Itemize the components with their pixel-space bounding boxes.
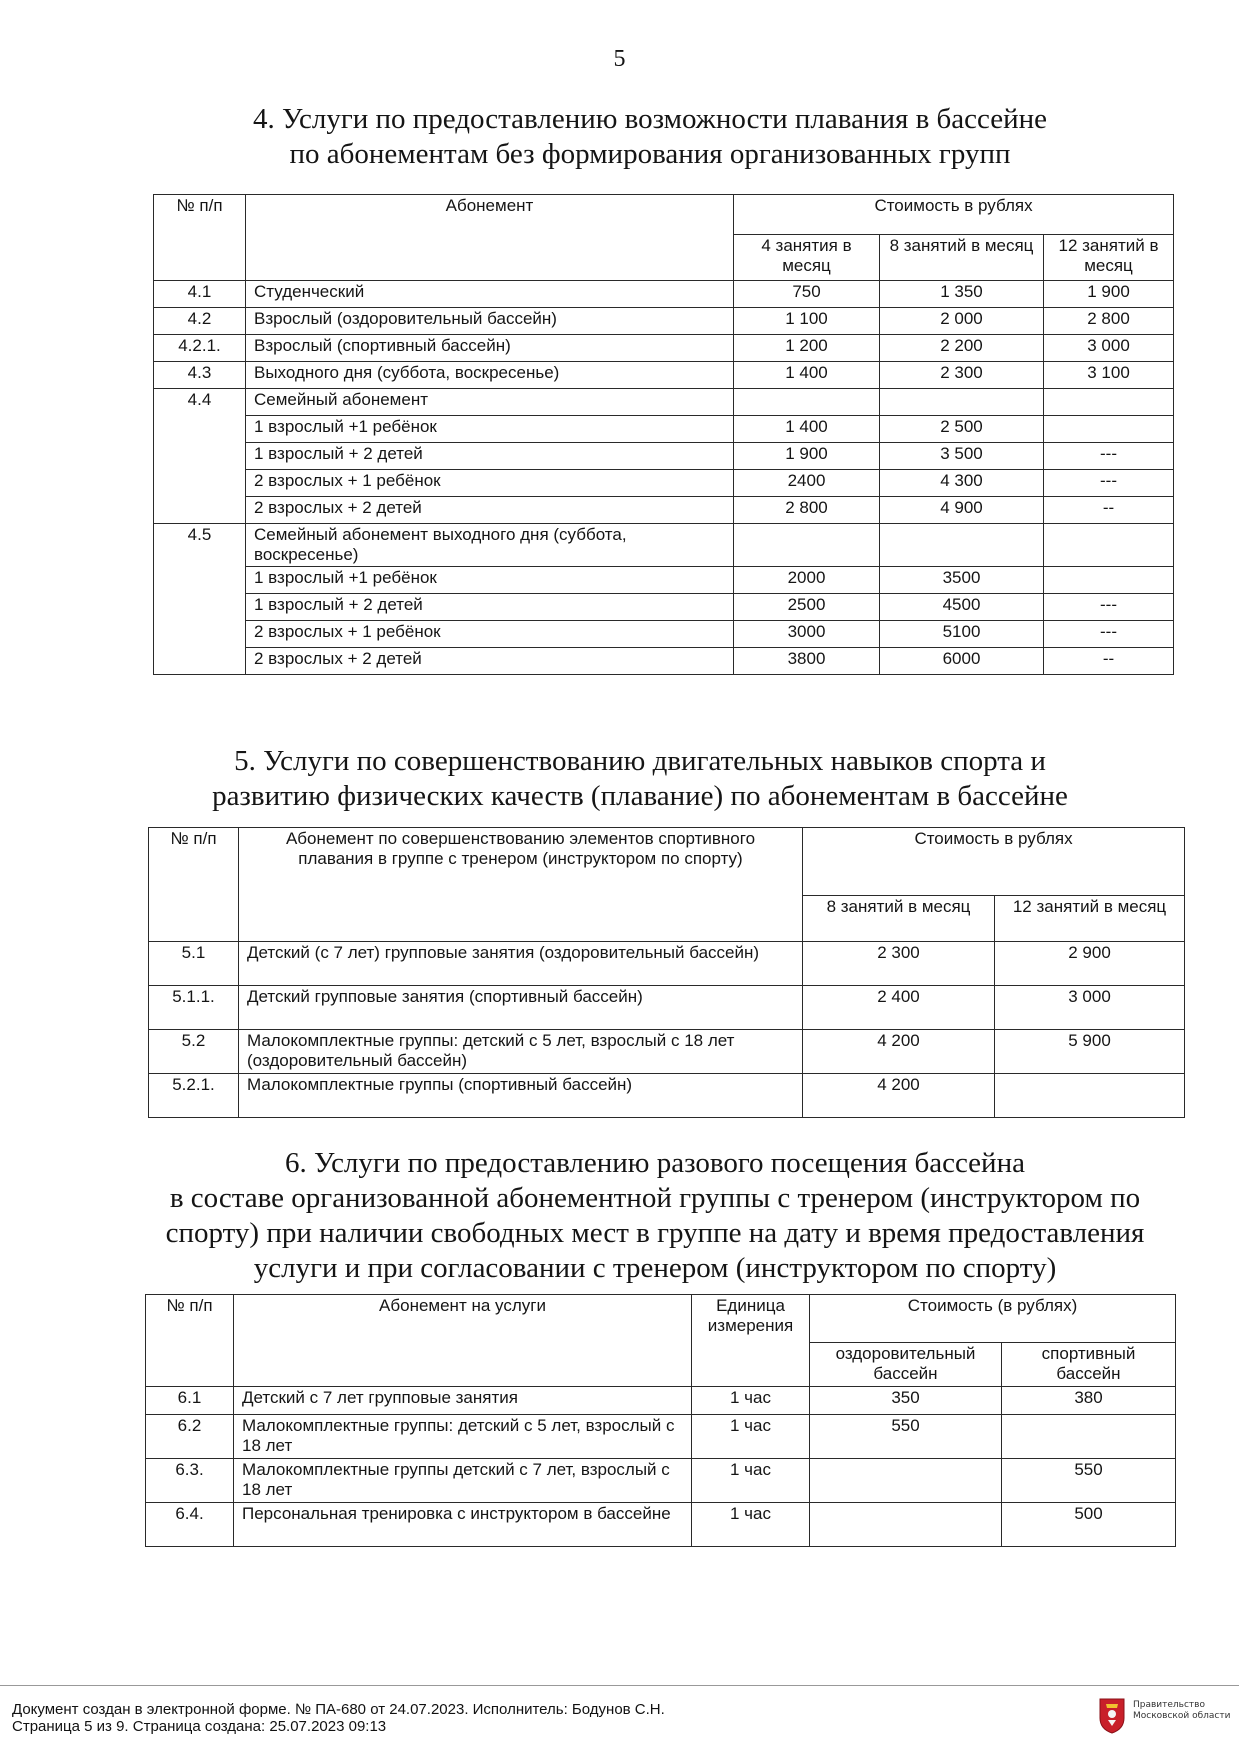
footer-text bbox=[12, 1701, 665, 1735]
row-name: 1 взрослый + 2 детей bbox=[246, 443, 734, 470]
table-row bbox=[154, 497, 1174, 524]
price-12-sessions bbox=[1044, 389, 1174, 416]
table-row bbox=[146, 1503, 1176, 1547]
price-12-sessions: 3 000 bbox=[995, 986, 1185, 1030]
row-name: 1 взрослый +1 ребёнок bbox=[246, 567, 734, 594]
price-health-pool bbox=[810, 1503, 1002, 1547]
price-8-sessions: 2 400 bbox=[803, 986, 995, 1030]
col-header-subscription: Абонемент bbox=[246, 195, 734, 281]
table-row bbox=[154, 308, 1174, 335]
price-12-sessions bbox=[1044, 567, 1174, 594]
row-name: Персональная тренировка с инструктором в бассейне bbox=[234, 1503, 692, 1547]
row-name: Семейный абонемент bbox=[246, 389, 734, 416]
price-4-sessions: 1 100 bbox=[734, 308, 880, 335]
row-name: 2 взрослых + 2 детей bbox=[246, 497, 734, 524]
section-6-title: 6. Услуги по предоставлению разового посещения бассейна в составе организованной абонементной группы с тренером (инструктором по спорту) при наличии свободных мест в группе на дату и время предоставления услуги и при согласовании с тренером (инструктором по спорту) bbox=[165, 1147, 1145, 1284]
price-12-sessions: 2 800 bbox=[1044, 308, 1174, 335]
table-row bbox=[149, 986, 1185, 1030]
col-header-subscription: Абонемент по совершенствованию элементов спортивного плавания в группе с тренером (инструктором по спорту) bbox=[239, 828, 803, 942]
row-name: Семейный абонемент выходного дня (суббота, воскресенье) bbox=[246, 524, 734, 567]
price-8-sessions: 4 900 bbox=[880, 497, 1044, 524]
price-12-sessions: -- bbox=[1044, 497, 1174, 524]
table-row bbox=[154, 567, 1174, 594]
row-name: Малокомплектные группы: детский с 5 лет, взрослый с 18 лет bbox=[234, 1415, 692, 1459]
col-header-12-sessions: 12 занятий в месяц bbox=[1044, 235, 1174, 281]
price-8-sessions: 2 300 bbox=[803, 942, 995, 986]
price-12-sessions: 3 000 bbox=[1044, 335, 1174, 362]
price-12-sessions: 5 900 bbox=[995, 1030, 1185, 1074]
price-12-sessions: -- bbox=[1044, 648, 1174, 675]
price-4-sessions bbox=[734, 524, 880, 567]
table-row bbox=[154, 389, 1174, 416]
price-4-sessions: 2400 bbox=[734, 470, 880, 497]
price-4-sessions: 1 400 bbox=[734, 362, 880, 389]
price-8-sessions bbox=[880, 389, 1044, 416]
col-header-4-sessions: 4 занятия в месяц bbox=[734, 235, 880, 281]
table-row bbox=[146, 1387, 1176, 1415]
row-name: 2 взрослых + 1 ребёнок bbox=[246, 470, 734, 497]
row-name: 1 взрослый +1 ребёнок bbox=[246, 416, 734, 443]
price-sport-pool: 550 bbox=[1002, 1459, 1176, 1503]
col-header-num: № п/п bbox=[149, 828, 239, 942]
row-name: Взрослый (оздоровительный бассейн) bbox=[246, 308, 734, 335]
price-8-sessions: 2 000 bbox=[880, 308, 1044, 335]
price-4-sessions bbox=[734, 389, 880, 416]
price-sport-pool: 380 bbox=[1002, 1387, 1176, 1415]
price-8-sessions: 6000 bbox=[880, 648, 1044, 675]
price-8-sessions bbox=[880, 524, 1044, 567]
row-number: 6.4. bbox=[146, 1503, 234, 1547]
price-4-sessions: 750 bbox=[734, 281, 880, 308]
price-4-sessions: 1 400 bbox=[734, 416, 880, 443]
row-number: 4.4 bbox=[154, 389, 246, 524]
section-5-table bbox=[148, 827, 1185, 1118]
document-footer bbox=[0, 1685, 1239, 1754]
table-row bbox=[154, 281, 1174, 308]
col-header-8-sessions: 8 занятий в месяц bbox=[880, 235, 1044, 281]
col-header-cost: Стоимость в рублях bbox=[734, 195, 1174, 235]
price-4-sessions: 2500 bbox=[734, 594, 880, 621]
col-header-8-sessions: 8 занятий в месяц bbox=[803, 896, 995, 942]
table-row bbox=[149, 1030, 1185, 1074]
table-row bbox=[146, 1459, 1176, 1503]
price-12-sessions: 1 900 bbox=[1044, 281, 1174, 308]
row-unit: 1 час bbox=[692, 1415, 810, 1459]
row-number: 4.1 bbox=[154, 281, 246, 308]
price-8-sessions: 1 350 bbox=[880, 281, 1044, 308]
row-number: 4.5 bbox=[154, 524, 246, 675]
section-5-title: 5. Услуги по совершенствованию двигательных навыков спорта и развитию физических качеств (плавание) по абонементам в бассейне bbox=[212, 745, 1068, 812]
col-header-subscription: Абонемент на услуги bbox=[234, 1295, 692, 1387]
price-8-sessions: 3500 bbox=[880, 567, 1044, 594]
col-header-health-pool: оздоровительный бассейн bbox=[810, 1343, 1002, 1387]
col-header-cost: Стоимость в рублях bbox=[803, 828, 1185, 896]
price-12-sessions: --- bbox=[1044, 470, 1174, 497]
table-row bbox=[154, 416, 1174, 443]
row-name: 2 взрослых + 2 детей bbox=[246, 648, 734, 675]
price-8-sessions: 4500 bbox=[880, 594, 1044, 621]
section-6-table bbox=[145, 1294, 1176, 1547]
price-8-sessions: 4 300 bbox=[880, 470, 1044, 497]
table-row bbox=[154, 362, 1174, 389]
row-name: Детский групповые занятия (спортивный бассейн) bbox=[239, 986, 803, 1030]
footer-line-1: Документ создан в электронной форме. № ПА-680 от 24.07.2023. Исполнитель: Бодунов С.Н. bbox=[12, 1701, 665, 1718]
row-name: Студенческий bbox=[246, 281, 734, 308]
row-unit: 1 час bbox=[692, 1387, 810, 1415]
col-header-num: № п/п bbox=[154, 195, 246, 281]
row-number: 5.1.1. bbox=[149, 986, 239, 1030]
col-header-12-sessions: 12 занятий в месяц bbox=[995, 896, 1185, 942]
price-12-sessions bbox=[995, 1074, 1185, 1118]
price-8-sessions: 3 500 bbox=[880, 443, 1044, 470]
table-row bbox=[154, 648, 1174, 675]
row-name: Малокомплектные группы (спортивный бассейн) bbox=[239, 1074, 803, 1118]
table-row bbox=[154, 621, 1174, 648]
price-12-sessions: --- bbox=[1044, 443, 1174, 470]
price-sport-pool: 500 bbox=[1002, 1503, 1176, 1547]
price-12-sessions bbox=[1044, 524, 1174, 567]
row-number: 6.2 bbox=[146, 1415, 234, 1459]
price-8-sessions: 4 200 bbox=[803, 1030, 995, 1074]
price-8-sessions: 5100 bbox=[880, 621, 1044, 648]
price-4-sessions: 2 800 bbox=[734, 497, 880, 524]
price-4-sessions: 1 200 bbox=[734, 335, 880, 362]
price-12-sessions: --- bbox=[1044, 594, 1174, 621]
gov-label: Правительство Московской области bbox=[1133, 1700, 1231, 1721]
price-8-sessions: 4 200 bbox=[803, 1074, 995, 1118]
col-header-unit: Единица измерения bbox=[692, 1295, 810, 1387]
row-unit: 1 час bbox=[692, 1459, 810, 1503]
price-sport-pool bbox=[1002, 1415, 1176, 1459]
coat-of-arms-icon bbox=[1098, 1696, 1126, 1734]
row-number: 6.3. bbox=[146, 1459, 234, 1503]
row-number: 4.3 bbox=[154, 362, 246, 389]
row-number: 5.1 bbox=[149, 942, 239, 986]
price-health-pool bbox=[810, 1459, 1002, 1503]
row-number: 5.2.1. bbox=[149, 1074, 239, 1118]
col-header-num: № п/п bbox=[146, 1295, 234, 1387]
table-row bbox=[154, 594, 1174, 621]
price-4-sessions: 3800 bbox=[734, 648, 880, 675]
row-name: Малокомплектные группы детский с 7 лет, взрослый с 18 лет bbox=[234, 1459, 692, 1503]
table-row bbox=[149, 1074, 1185, 1118]
row-name: Малокомплектные группы: детский с 5 лет, взрослый с 18 лет (оздоровительный бассейн) bbox=[239, 1030, 803, 1074]
price-4-sessions: 2000 bbox=[734, 567, 880, 594]
table-row bbox=[154, 443, 1174, 470]
row-number: 6.1 bbox=[146, 1387, 234, 1415]
col-header-sport-pool: спортивный бассейн bbox=[1002, 1343, 1176, 1387]
table-row bbox=[154, 470, 1174, 497]
footer-line-2: Страница 5 из 9. Страница создана: 25.07.2023 09:13 bbox=[12, 1718, 387, 1735]
price-8-sessions: 2 300 bbox=[880, 362, 1044, 389]
page-number: 5 bbox=[613, 46, 626, 72]
section-4-table bbox=[153, 194, 1174, 675]
table-row bbox=[154, 335, 1174, 362]
row-number: 5.2 bbox=[149, 1030, 239, 1074]
price-health-pool: 550 bbox=[810, 1415, 1002, 1459]
price-8-sessions: 2 200 bbox=[880, 335, 1044, 362]
price-health-pool: 350 bbox=[810, 1387, 1002, 1415]
row-name: Взрослый (спортивный бассейн) bbox=[246, 335, 734, 362]
row-unit: 1 час bbox=[692, 1503, 810, 1547]
col-header-cost: Стоимость (в рублях) bbox=[810, 1295, 1176, 1343]
table-row bbox=[149, 942, 1185, 986]
table-row bbox=[146, 1415, 1176, 1459]
row-name: Выходного дня (суббота, воскресенье) bbox=[246, 362, 734, 389]
row-number: 4.2 bbox=[154, 308, 246, 335]
row-number: 4.2.1. bbox=[154, 335, 246, 362]
price-4-sessions: 3000 bbox=[734, 621, 880, 648]
price-12-sessions: 2 900 bbox=[995, 942, 1185, 986]
row-name: 2 взрослых + 1 ребёнок bbox=[246, 621, 734, 648]
price-8-sessions: 2 500 bbox=[880, 416, 1044, 443]
row-name: Детский с 7 лет групповые занятия bbox=[234, 1387, 692, 1415]
row-name: 1 взрослый + 2 детей bbox=[246, 594, 734, 621]
row-name: Детский (с 7 лет) групповые занятия (оздоровительный бассейн) bbox=[239, 942, 803, 986]
table-row bbox=[154, 524, 1174, 567]
section-4-title: 4. Услуги по предоставлению возможности плавания в бассейне по абонементам без формирования организованных групп bbox=[252, 103, 1048, 170]
price-12-sessions: 3 100 bbox=[1044, 362, 1174, 389]
price-12-sessions: --- bbox=[1044, 621, 1174, 648]
price-4-sessions: 1 900 bbox=[734, 443, 880, 470]
price-12-sessions bbox=[1044, 416, 1174, 443]
